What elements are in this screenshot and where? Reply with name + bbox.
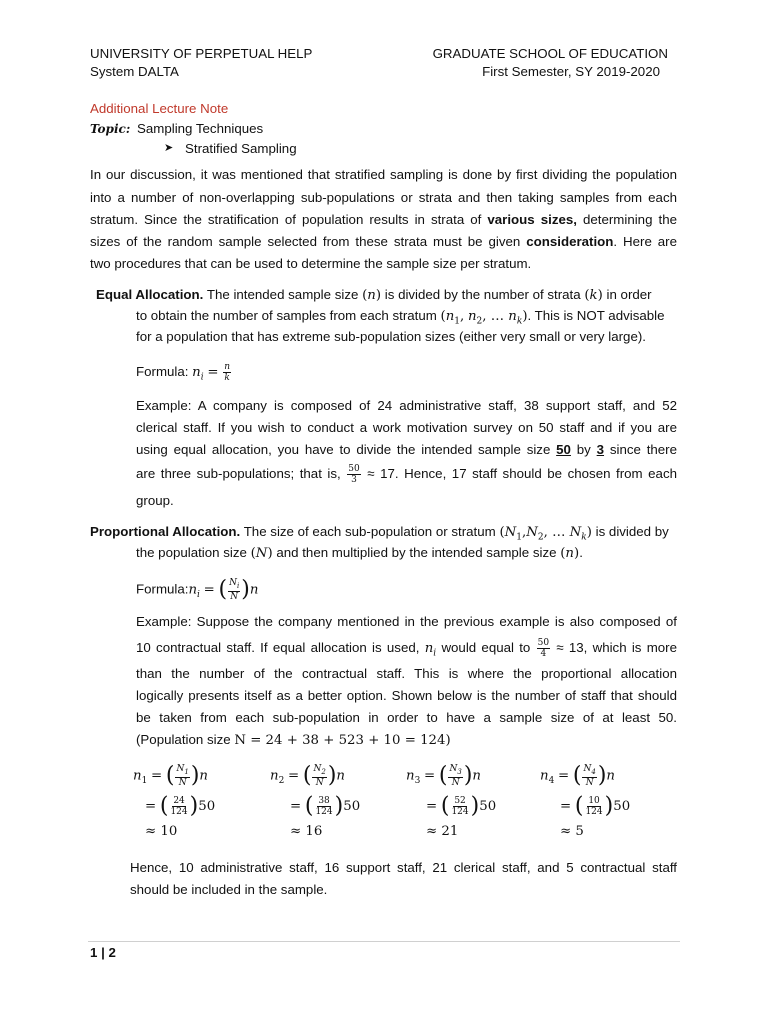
school-name: GRADUATE SCHOOL OF EDUCATION	[432, 46, 668, 61]
equal-allocation-line-1: Equal Allocation. The intended sample size (n) is divided by the number of strata (k) in order	[96, 287, 652, 303]
equal-example-line-1: Example: A company is composed of 24 administrative staff, 38 support staff, and 52	[136, 398, 677, 413]
topic-name: Sampling Techniques	[137, 121, 264, 136]
proportional-allocation-line-2: the population size (N) and then multiplied by the intended sample size (n).	[136, 545, 583, 561]
subtopic-name: Stratified Sampling	[185, 141, 297, 156]
equal-example-line-3: using equal allocation, you have to divide the intended sample size 50 by 3 since there	[136, 442, 677, 457]
topic-label: Topic:	[90, 122, 131, 136]
prop-example-line-3: than the number of the contractual staff. This is where the proportional allocation	[136, 666, 677, 681]
university-name: UNIVERSITY OF PERPETUAL HELP	[90, 46, 313, 61]
equal-formula: Formula: $n_i$ = $\frac{n}{k}$	[136, 362, 230, 383]
intro-line-1: In our discussion, it was mentioned that stratified sampling is done by first dividing the population	[90, 167, 677, 182]
equal-example-line-4: are three sub-populations; that is, $\frac{50}{3}$ ≈ 17. Hence, 17 staff should be chosen from each	[136, 464, 677, 485]
intro-line-5: two procedures that can be used to determine the sample size per stratum.	[90, 256, 532, 271]
prop-example-line-4: logically presents itself as a better option. Shown below is the number of staff that should	[136, 688, 677, 703]
equal-allocation-line-2: to obtain the number of samples from each stratum ($n_1$, $n_2$, … $n_k$). This is NOT advisable	[136, 308, 665, 327]
conclusion-line-2: should be included in the sample.	[130, 882, 328, 897]
prop-example-line-6: (Population size N = 24 + 38 + 523 + 10 = 124)	[136, 732, 451, 748]
prop-example-line-1: Example: Suppose the company mentioned in the previous example is also composed of	[136, 614, 677, 629]
equal-example-line-5: group.	[136, 493, 174, 508]
proportional-formula: $Formula:n_i$ = ( $\frac{N_i}{N}$ )n	[136, 576, 259, 602]
arrow-bullet-icon: ➤	[164, 142, 174, 154]
intro-line-2: into a number of non-overlapping sub-populations or strata and then taking samples from each	[90, 190, 677, 205]
prop-example-line-5: be taken from each sub-population in order to have a sample size of at least 50.	[136, 710, 677, 725]
conclusion-line-1: Hence, 10 administrative staff, 16 support staff, 21 clerical staff, and 5 contractual staff	[130, 860, 677, 875]
intro-line-3: stratum. Since the stratification of population results in strata of various sizes, determining the	[90, 212, 677, 227]
footer-divider	[88, 941, 680, 942]
proportional-allocation-line-1: Proportional Allocation. The size of each sub-population or stratum ($N_1,N_2$, … $N_k$) is divided by	[90, 524, 669, 543]
page-number: 1 | 2	[90, 945, 116, 960]
prop-example-line-2: 10 contractual staff. If equal allocation is used, $n_i$ would equal to $\frac{50}{4}$ ≈ 13, which is more	[136, 638, 678, 659]
system-name: System DALTA	[90, 64, 179, 79]
semester-label: First Semester, SY 2019-2020	[482, 64, 660, 79]
note-title: Additional Lecture Note	[90, 101, 229, 116]
equal-allocation-line-3: for a population that has extreme sub-population sizes (either very small or very large).	[136, 329, 646, 344]
equal-example-line-2: clerical staff. If you wish to conduct a work motivation survey on 50 staff and if you are	[136, 420, 677, 435]
intro-line-4: sizes of the random sample selected from these strata must be given consideration. Here are	[90, 234, 678, 249]
